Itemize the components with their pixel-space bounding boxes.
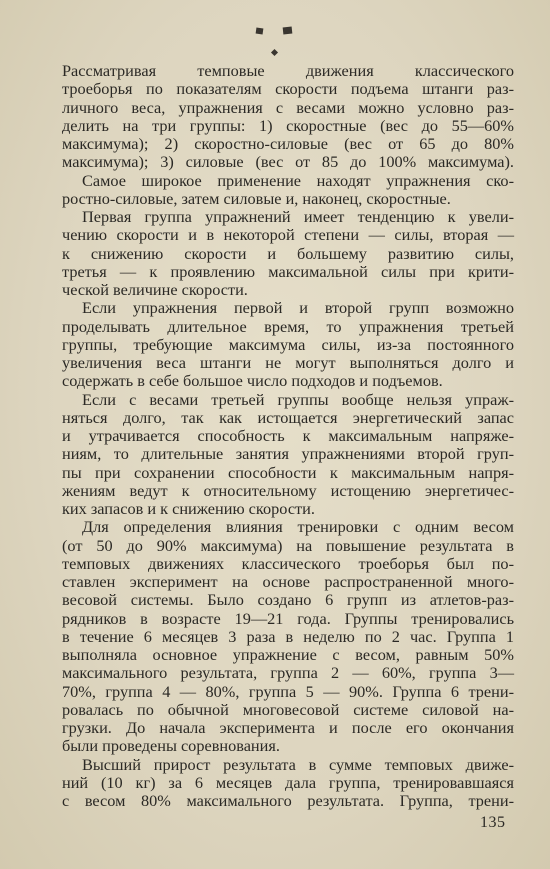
text-line: (от 50 до 90% максимума) на повышение результата в [62,535,514,555]
print-mark [283,27,293,35]
text-line: чению скорости и в некоторой степени — силы, вторая — [62,225,514,245]
text-line: увеличения веса штанги не могут выполняться долго и [62,353,514,372]
text-line: Для определения влияния тренировки с одним весом [82,517,514,537]
text-line: 70%, группа 4 — 80%, группа 5 — 90%. Группа 6 трени- [62,681,514,701]
page-number: 135 [480,814,506,831]
text-line: к снижению скорости и большему развитию силы, [62,243,514,263]
text-line: няться долго, так как истощается энергетический запас [62,407,514,427]
text-line: Первая группа упражнений имеет тенденцию к увели- [82,207,514,226]
text-line: ниям, то длительные занятия упражнениями второй груп- [62,444,514,464]
text-line: максимального результата, группа 2 — 60%, группа 3— [62,663,514,683]
text-line: ческой величине скорости. [62,280,248,299]
text-line: максимума); 3) силовые (вес от 85 до 100% максимума). [62,152,514,172]
text-line: ставлен эксперимент на основе распространенной много- [62,572,514,591]
print-mark [271,49,278,56]
text-line: и утрачивается способность к максимальным напряже- [62,426,514,445]
text-line: Если упражнения первой и второй групп возможно [82,298,514,318]
text-line: грузки. До начала эксперимента и после его окончания [62,718,514,737]
text-line: в течение 6 месяцев 3 раза в неделю по 2 час. Группа 1 [62,626,514,646]
text-line: делить на три группы: 1) скоростные (вес до 55—60% [62,115,514,135]
text-line: ростно-силовые, затем силовые и, наконец, скоростные. [62,188,451,208]
text-line: группы, требующие максимума силы, из-за постоянного [62,334,514,354]
text-line: пы при сохранении способности к максимальным напря- [62,462,514,482]
text-line: Высший прирост результата в сумме темповых движе- [82,754,514,774]
text-line: содержать в себе большое число подходов и подъемов. [62,371,443,391]
text-line: были проведены соревнования. [62,736,280,756]
text-line: Рассматривая темповые движения классического [62,61,514,80]
text-line: жениям ведут к относительному истощению энергетичес- [62,480,514,500]
printer-marks [0,22,550,62]
text-line: весовой системы. Было создано 6 групп из атлетов-раз- [62,590,514,610]
text-line: троеборья по показателям скорости подъема штанги раз- [62,79,514,99]
text-line: ний (10 кг) за 6 месяцев дала группа, тренировавшаяся [62,772,514,792]
text-line: ких запасов и к снижению скорости. [62,499,315,518]
text-line: с весом 80% максимального результата. Группа, трени- [62,791,514,810]
text-line: личного веса, упражнения с весами можно условно раз- [62,97,514,117]
text-line: проделывать длительное время, то упражнения третьей [62,316,514,336]
text-line: темповых движениях классического троеборья был по- [62,553,514,573]
text-line: рядников в возрасте 19—21 года. Группы тренировались [62,608,514,628]
text-line: ровалась по обычной многовесовой системе силовой на- [62,699,514,719]
text-line: выполняла основное упражнение с весом, равным 50% [62,645,514,664]
text-line: максимума); 2) скоростно-силовые (вес от 65 до 80% [62,134,514,153]
print-mark [256,28,264,35]
text-line: Если с весами третьей группы вообще нельзя упраж- [82,389,514,409]
text-line: третья — к проявлению максимальной силы при крити- [62,261,514,281]
body-text [62,62,514,810]
text-line: Самое широкое применение находят упражнения ско- [82,170,514,190]
